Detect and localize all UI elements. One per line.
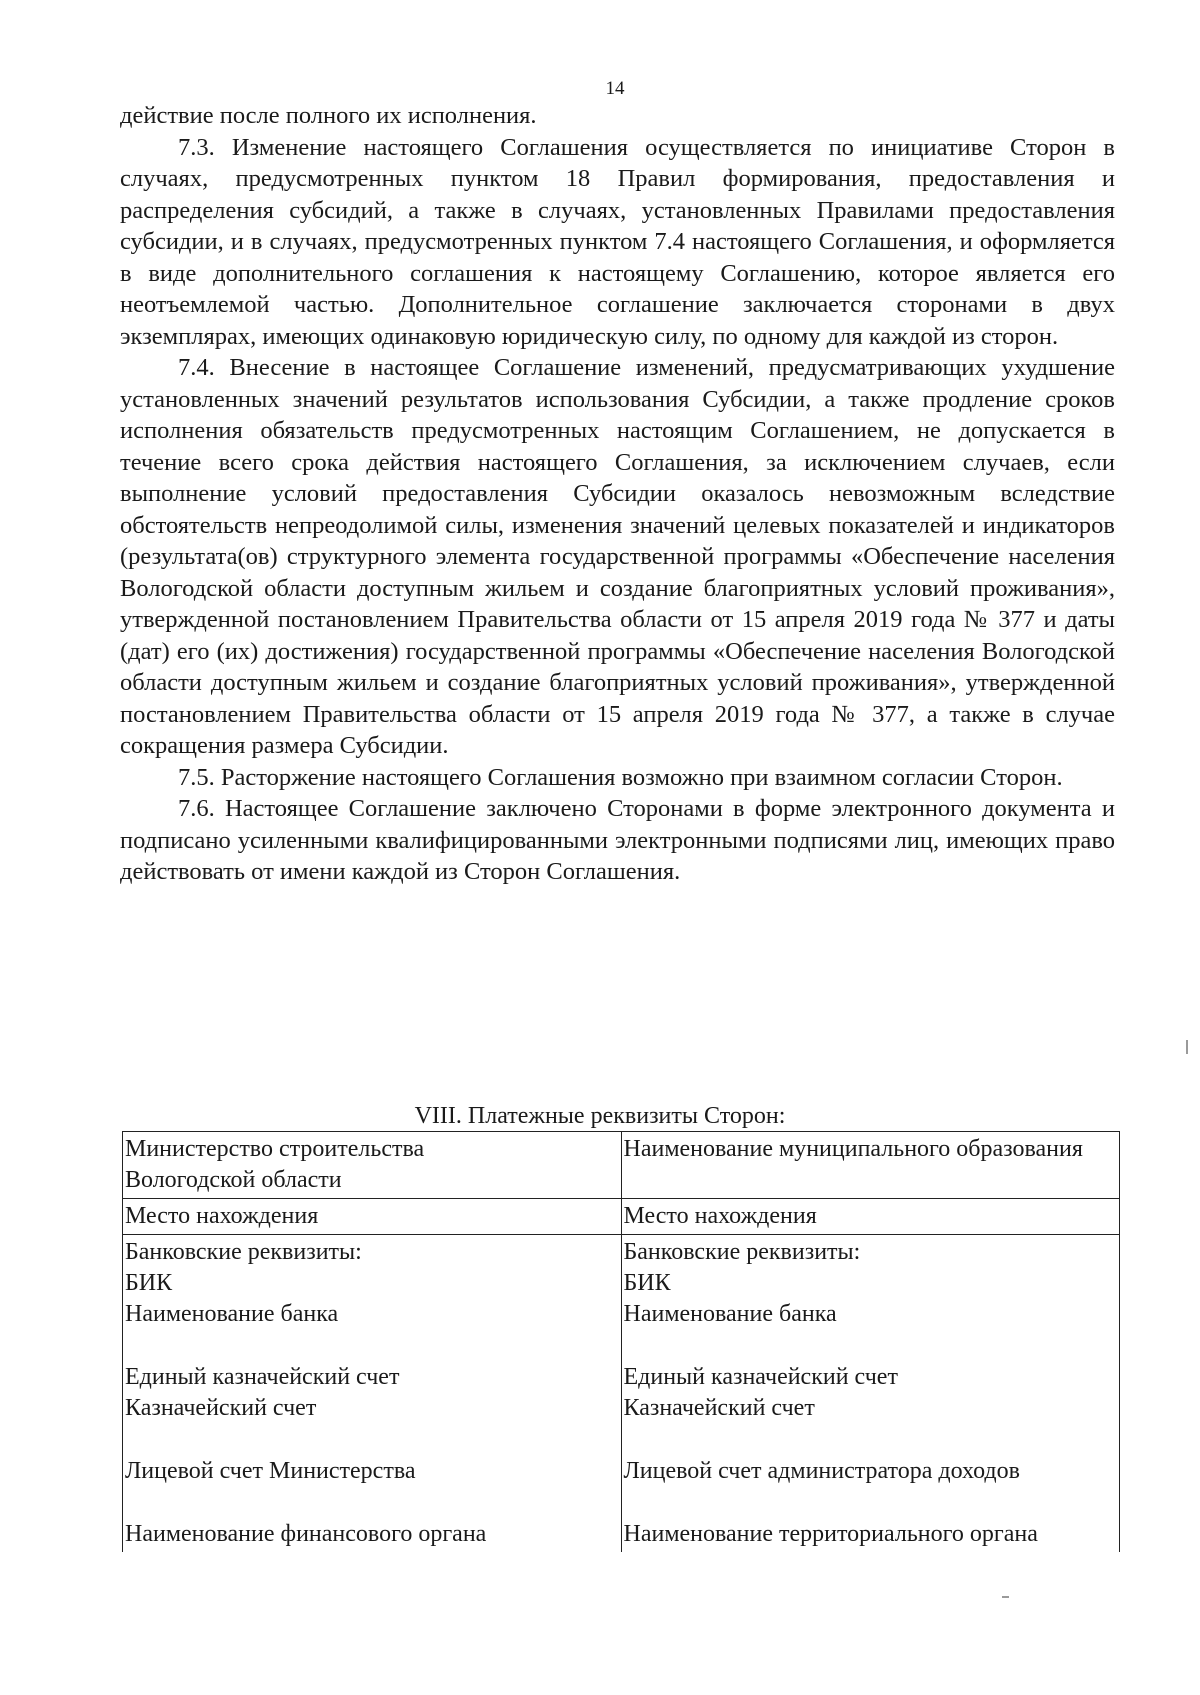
page-number: 14 xyxy=(605,78,625,99)
personal-account-label: Лицевой счет Министерства xyxy=(125,1458,416,1484)
left-location-cell: Место нахождения xyxy=(123,1199,622,1235)
bank-name-label: Наименование банка xyxy=(623,1301,837,1327)
bank-details-label: Банковские реквизиты: xyxy=(623,1239,861,1265)
spacer xyxy=(624,1424,1120,1456)
paragraph-7-2-end: действие после полного их исполнения. xyxy=(120,102,537,129)
spacer xyxy=(624,1330,1120,1362)
financial-authority-label: Наименование финансового органа xyxy=(125,1521,487,1547)
municipality-name-label: Наименование муниципального образования xyxy=(623,1136,1083,1162)
table-row xyxy=(123,1235,1120,1553)
treasury-account-label: Казначейский счет xyxy=(125,1395,317,1421)
spacer xyxy=(125,1487,621,1519)
paragraph-7-5: 7.5. Расторжение настоящего Соглашения возможно при взаимном согласии Сторон. xyxy=(178,763,1063,791)
bik-label: БИК xyxy=(623,1270,671,1296)
right-org-cell xyxy=(621,1132,1120,1199)
section-title-payment-details: VIII. Платежные реквизиты Сторон: xyxy=(414,1103,786,1129)
agreement-text xyxy=(120,100,1115,888)
ministry-name-line-2: Вологодской области xyxy=(125,1167,342,1193)
personal-account-label: Лицевой счет администратора доходов xyxy=(623,1458,1020,1484)
right-bank-cell xyxy=(621,1235,1120,1553)
single-treasury-account-label: Единый казначейский счет xyxy=(125,1364,400,1390)
single-treasury-account-label: Единый казначейский счет xyxy=(623,1364,898,1390)
bik-label: БИК xyxy=(125,1270,173,1296)
right-location-cell: Место нахождения xyxy=(621,1199,1120,1235)
left-bank-cell xyxy=(123,1235,622,1553)
paragraph-7-3: 7.3. Изменение настоящего Соглашения осуществляется по инициативе Сторон в случаях, предусмотренных пунктом 18 Правил формирования, предоставления и распределения субсидий, а также в случаях, установленных Правилами предоставления субсидии, и в случаях, предусмотренных пунктом 7.4 настоящего Соглашения, и оформляется в виде дополнительного соглашения к настоящему Соглашению, которое является его неотъемлемой частью. Дополнительное соглашение заключается сторонами в двух экземплярах, имеющих одинаковую юридическую силу, по одному для каждой из сторон. xyxy=(120,133,1115,350)
scan-speck xyxy=(1002,1596,1009,1598)
payment-details-table xyxy=(122,1131,1120,1552)
treasury-account-label: Казначейский счет xyxy=(623,1395,815,1421)
spacer xyxy=(624,1487,1120,1519)
bank-details-label: Банковские реквизиты: xyxy=(125,1239,362,1265)
table-row xyxy=(123,1199,1120,1235)
paragraph-7-6: 7.6. Настоящее Соглашение заключено Сторонами в форме электронного документа и подписано усиленными квалифицированными электронными подписями лиц, имеющих право действовать от имени каждой из Сторон Соглашения. xyxy=(120,795,1115,885)
scan-speck xyxy=(1186,1040,1188,1054)
paragraph-7-4: 7.4. Внесение в настоящее Соглашение изменений, предусматривающих ухудшение установленных значений результатов использования Субсидии, а также продление сроков исполнения обязательств предусмотренных настоящим Соглашением, не допускается в течение всего срока действия настоящего Соглашения, за исключением случаев, если выполнение условий предоставления Субсидии оказалось невозможным вследствие обстоятельств непреодолимой силы, изменения значений целевых показателей и индикаторов (результата(ов) структурного элемента государственной программы «Обеспечение населения Вологодской области доступным жильем и создание благоприятных условий проживания», утвержденной постановлением Правительства области от 15 апреля 2019 года № 377 и даты (дат) его (их) достижения) государственной программы «Обеспечение населения Вологодской области доступным жильем и создание благоприятных условий проживания», утвержденной постановлением Правительства области от 15 апреля 2019 года № 377, а также в случае сокращения размера Субсидии. xyxy=(120,354,1115,759)
territorial-authority-label: Наименование территориального органа xyxy=(623,1521,1038,1547)
left-org-cell xyxy=(123,1132,622,1199)
spacer xyxy=(125,1424,621,1456)
table-row xyxy=(123,1132,1120,1199)
bank-name-label: Наименование банка xyxy=(125,1301,339,1327)
spacer xyxy=(125,1330,621,1362)
ministry-name-line-1: Министерство строительства xyxy=(125,1136,425,1162)
